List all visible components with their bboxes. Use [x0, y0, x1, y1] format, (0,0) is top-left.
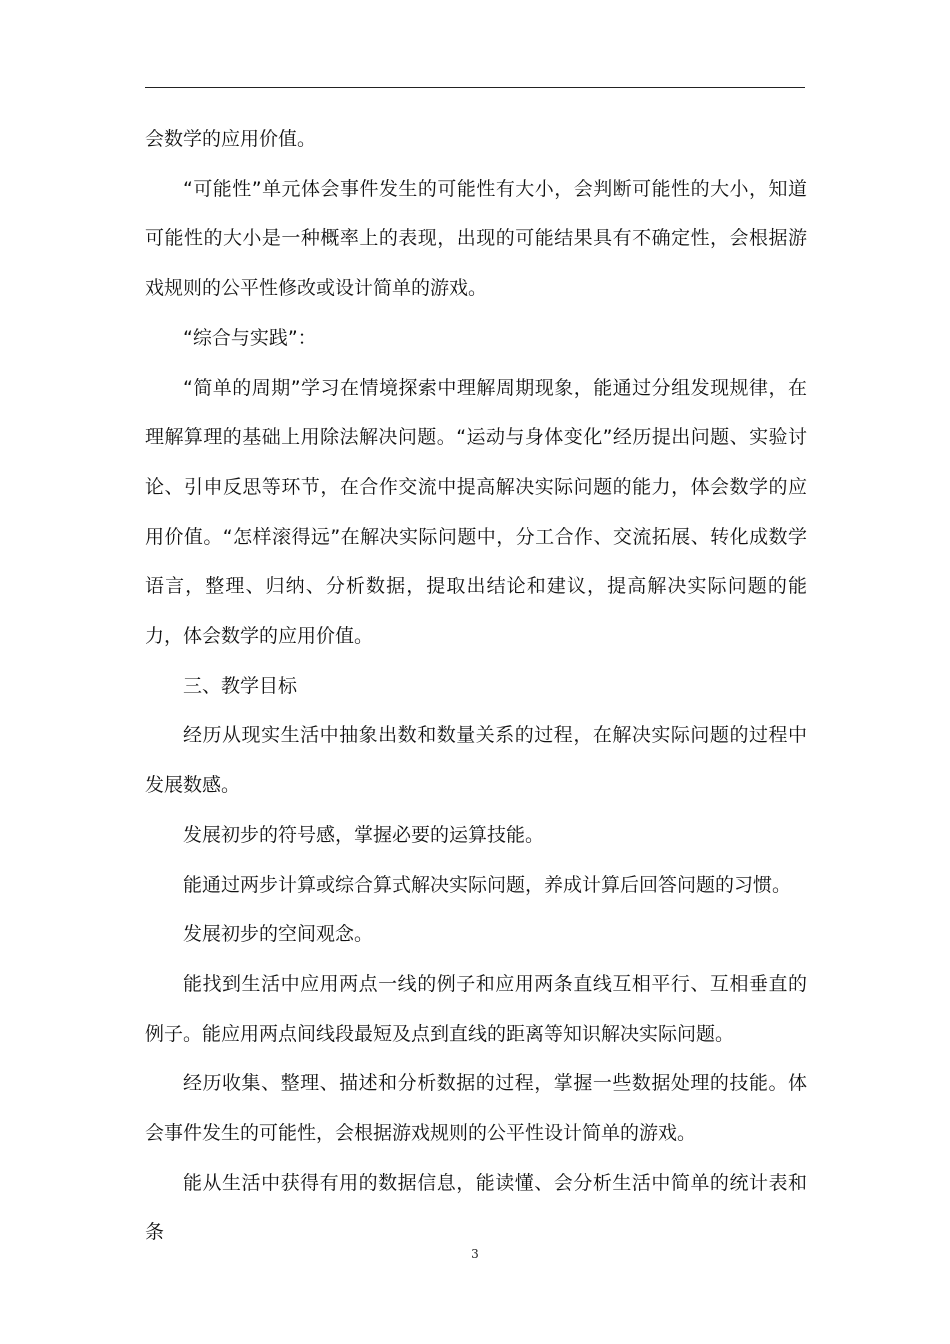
paragraph: 发展初步的空间观念。	[183, 923, 374, 946]
paragraph: 能从生活中获得有用的数据信息，能读懂、会分析生活中简单的统计表和条	[145, 1171, 807, 1244]
paragraph: 经历收集、整理、描述和分析数据的过程，掌握一些数据处理的技能。体会事件发生的可能性，会根据游戏规则的公平性设计简单的游戏。	[145, 1072, 807, 1145]
section-subheading: “综合与实践”：	[183, 326, 317, 349]
header-rule	[145, 87, 805, 88]
paragraph: “可能性”单元体会事件发生的可能性有大小，会判断可能性的大小，知道可能性的大小是一种概率上的表现，出现的可能结果具有不确定性，会根据游戏规则的公平性修改或设计简单的游戏。	[145, 177, 807, 300]
paragraph: “简单的周期”学习在情境探索中理解周期现象，能通过分组发现规律，在理解算理的基础上用除法解决问题。“运动与身体变化”经历提出问题、实验讨论、引申反思等环节，在合作交流中提高解决实际问题的能力，体会数学的应用价值。“怎样滚得远”在解决实际问题中，分工合作、交流拓展、转化成数学语言，整理、归纳、分析数据，提取出结论和建议，提高解决实际问题的能力，体会数学的应用价值。	[145, 376, 807, 648]
page-number: 3	[471, 1247, 479, 1261]
document-body	[145, 115, 807, 1258]
section-heading: 三、教学目标	[183, 674, 298, 697]
paragraph: 能通过两步计算或综合算式解决实际问题，养成计算后回答问题的习惯。	[183, 873, 792, 896]
paragraph: 会数学的应用价值。	[145, 128, 317, 150]
paragraph: 能找到生活中应用两点一线的例子和应用两条直线互相平行、互相垂直的例子。能应用两点间线段最短及点到直线的距离等知识解决实际问题。	[145, 972, 807, 1045]
paragraph: 经历从现实生活中抽象出数和数量关系的过程，在解决实际问题的过程中发展数感。	[145, 724, 807, 797]
paragraph: 发展初步的符号感，掌握必要的运算技能。	[183, 823, 545, 846]
